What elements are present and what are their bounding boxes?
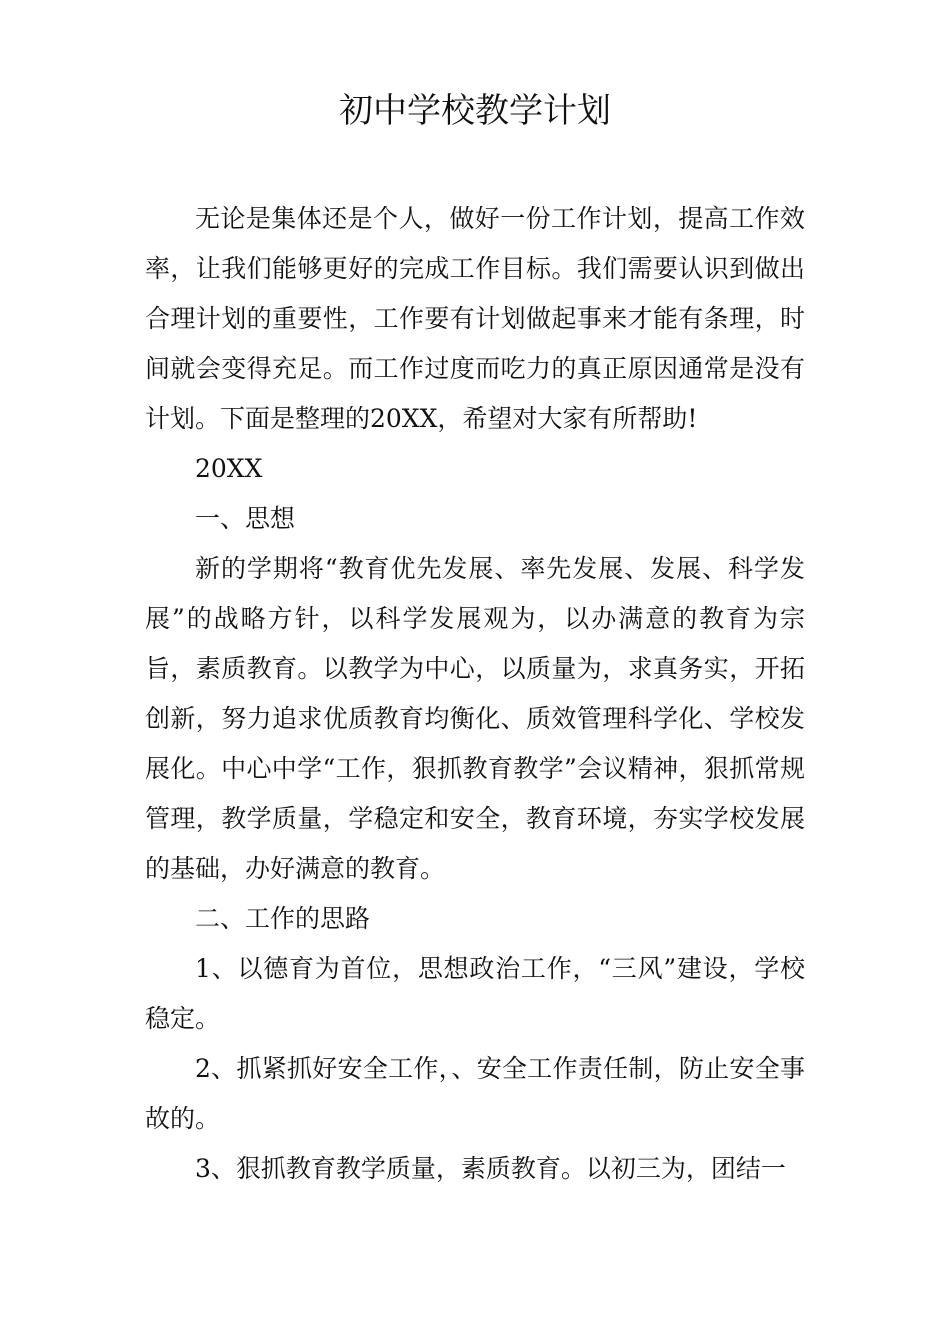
section-heading-work-ideas: 二、工作的思路 (195, 904, 371, 933)
document-body (145, 194, 805, 1194)
list-item-2: 2、抓紧抓好安全工作，、安全工作责任制，防止安全事故的。 (145, 1054, 805, 1133)
thought-paragraph: 新的学期将“教育优先发展、率先发展、发展、科学发展”的战略方针，以科学发展观为，以办满意的教育为宗旨，素质教育。以教学为中心，以质量为，求真务实，开拓创新，努力追求优质教育均衡化、质效管理科学化、学校发展化。中心中学“工作，狠抓教育教学”会议精神，狠抓常规管理，教学质量，学稳定和安全，教育环境，夯实学校发展的基础，办好满意的教育。 (145, 554, 805, 883)
section-heading-thought: 一、思想 (195, 504, 296, 533)
document-title: 初中学校教学计划 (339, 91, 611, 131)
list-item-1: 1、以德育为首位，思想政治工作，“三风”建设，学校稳定。 (145, 954, 805, 1033)
year-line: 20XX (195, 454, 263, 483)
list-item-3: 3、狠抓教育教学质量，素质教育。以初三为，团结一 (195, 1154, 786, 1183)
intro-paragraph: 无论是集体还是个人，做好一份工作计划，提高工作效率，让我们能够更好的完成工作目标。我们需要认识到做出合理计划的重要性，工作要有计划做起事来才能有条理，时间就会变得充足。而工作过度而吃力的真正原因通常是没有计划。下面是整理的20XX，希望对大家有所帮助! (145, 204, 805, 433)
